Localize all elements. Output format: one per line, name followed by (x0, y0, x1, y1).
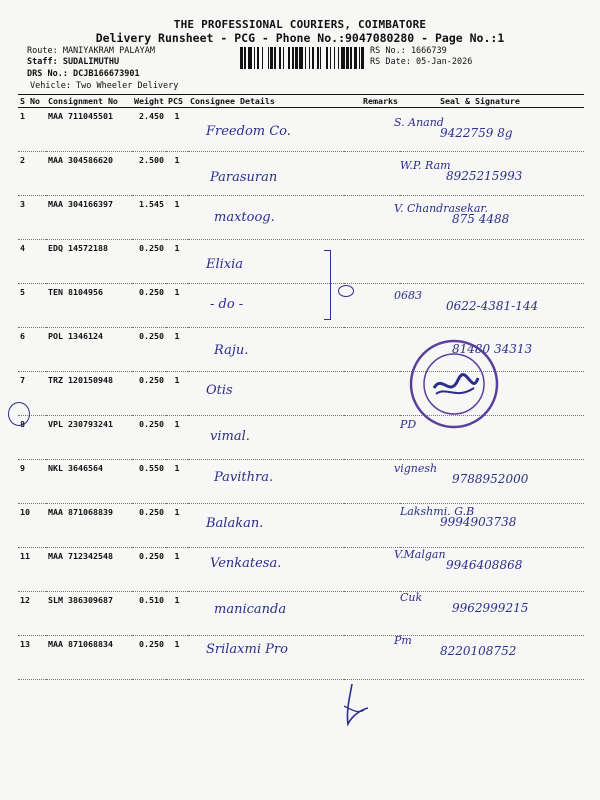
row-weight: 0.250 (132, 328, 166, 372)
row-remarks-cell (344, 592, 400, 636)
row-sno: 2 (18, 152, 46, 196)
consignee-handwriting: maxtoog. (214, 210, 275, 226)
signature-handwriting: vignesh (394, 461, 438, 475)
row-sno: 8 (18, 416, 46, 460)
row-consignee-cell (188, 328, 344, 372)
row-consignment: MAA 871068839 (46, 504, 132, 548)
signature-handwriting: PD (400, 418, 417, 432)
row-remarks-cell (344, 108, 400, 152)
row-remarks-cell (344, 636, 400, 680)
signature-handwriting: V.Malgan (394, 548, 446, 561)
rs-number: RS No.: 1666739 (370, 46, 447, 56)
row-sno: 6 (18, 328, 46, 372)
row-pcs: 1 (166, 196, 188, 240)
route-label: Route: MANIYAKRAM PALAYAM (27, 46, 155, 56)
row-pcs: 1 (166, 152, 188, 196)
row-sno: 4 (18, 240, 46, 284)
row-remarks-cell (344, 152, 400, 196)
row-weight: 2.450 (132, 108, 166, 152)
row-consignment: NKL 3646564 (46, 460, 132, 504)
col-pcs: PCS (166, 95, 188, 108)
row-sno: 3 (18, 196, 46, 240)
row-signature-cell (400, 240, 584, 284)
consignee-handwriting: vimal. (210, 429, 250, 445)
circle-mark (338, 285, 354, 297)
table-header (18, 95, 584, 108)
row-remarks-cell (344, 416, 400, 460)
row-pcs: 1 (166, 460, 188, 504)
row-remarks-cell (344, 504, 400, 548)
row-consignment: MAA 304166397 (46, 196, 132, 240)
row-weight: 0.250 (132, 240, 166, 284)
phone-handwriting: 8220108752 (440, 644, 517, 659)
signature-handwriting: S. Anand (394, 116, 444, 129)
col-remarks: Remarks (344, 95, 400, 108)
phone-handwriting: 8925215993 (446, 169, 523, 184)
consignee-handwriting: Srilaxmi Pro (206, 642, 288, 658)
row-sno: 1 (18, 108, 46, 152)
row-weight: 0.250 (132, 548, 166, 592)
phone-handwriting: 81480 34313 (452, 342, 533, 356)
row-consignment: SLM 386309687 (46, 592, 132, 636)
signature-handwriting: Lakshmi. G.B (400, 504, 475, 518)
row-sno: 11 (18, 548, 46, 592)
phone-handwriting: 9788952000 (452, 471, 529, 486)
row-pcs: 1 (166, 636, 188, 680)
row-consignment: TEN 8104956 (46, 284, 132, 328)
drs-label: DRS No.: DCJB166673901 (27, 69, 140, 79)
consignee-handwriting: Raju. (214, 343, 249, 358)
consignee-handwriting: Balakan. (206, 515, 264, 531)
row-consignment: VPL 230793241 (46, 416, 132, 460)
consignee-handwriting: Otis (206, 383, 233, 399)
phone-handwriting: 9962999215 (452, 601, 529, 616)
vehicle-label: Vehicle: Two Wheeler Delivery (30, 81, 179, 91)
signature-handwriting: V. Chandrasekar. (394, 202, 488, 216)
phone-handwriting: 9994903738 (440, 514, 517, 529)
row-weight: 2.500 (132, 152, 166, 196)
row-weight: 0.250 (132, 372, 166, 416)
row-consignment: MAA 871068834 (46, 636, 132, 680)
row-weight: 0.550 (132, 460, 166, 504)
row-pcs: 1 (166, 284, 188, 328)
row-remarks-cell (344, 196, 400, 240)
row-consignment: EDQ 14572188 (46, 240, 132, 284)
staff-label: Staff: SUDALIMUTHU (27, 57, 120, 67)
row-pcs: 1 (166, 548, 188, 592)
row-pcs: 1 (166, 504, 188, 548)
row-remarks-cell (344, 460, 400, 504)
table-row (18, 240, 584, 284)
consignee-handwriting: Elixia (206, 256, 244, 272)
phone-handwriting: 9946408868 (446, 558, 523, 572)
col-consignment: Consignment No (46, 95, 132, 108)
signature-handwriting: W.P. Ram (400, 159, 451, 173)
bracket-mark (324, 250, 331, 320)
row-remarks-cell (344, 372, 400, 416)
row-sno: 7 (18, 372, 46, 416)
rs-date: RS Date: 05-Jan-2026 (370, 57, 473, 67)
col-signature: Seal & Signature (400, 95, 584, 108)
row-weight: 0.250 (132, 504, 166, 548)
row-remarks-cell (344, 328, 400, 372)
row-sno: 12 (18, 592, 46, 636)
row-pcs: 1 (166, 240, 188, 284)
row-pcs: 1 (166, 108, 188, 152)
row-remarks-cell (344, 548, 400, 592)
checkmark-icon (338, 680, 378, 730)
row-weight: 0.250 (132, 284, 166, 328)
signature-handwriting: 0683 (394, 288, 422, 302)
company-title: THE PROFESSIONAL COURIERS, COIMBATORE (173, 18, 427, 31)
consignee-handwriting: Venkatesa. (210, 556, 282, 571)
row-sno: 10 (18, 504, 46, 548)
row-pcs: 1 (166, 328, 188, 372)
round-seal-stamp (408, 338, 500, 430)
phone-handwriting: 9422759 8g (440, 126, 513, 140)
consignee-handwriting: Pavithra. (214, 469, 274, 485)
row-sno: 13 (18, 636, 46, 680)
row-pcs: 1 (166, 592, 188, 636)
row-consignment: MAA 304586620 (46, 152, 132, 196)
barcode-icon (240, 47, 366, 69)
consignee-handwriting: - do - (210, 296, 244, 312)
row-sno: 5 (18, 284, 46, 328)
row-weight: 0.250 (132, 416, 166, 460)
row-weight: 1.545 (132, 196, 166, 240)
row-pcs: 1 (166, 372, 188, 416)
row-sno: 9 (18, 460, 46, 504)
row-pcs: 1 (166, 416, 188, 460)
col-consignee: Consignee Details (188, 95, 344, 108)
signature-handwriting: Cuk (400, 591, 423, 605)
consignee-handwriting: Parasuran (210, 170, 278, 186)
col-weight: Weight (132, 95, 166, 108)
consignee-handwriting: manicanda (214, 602, 287, 618)
row-weight: 0.510 (132, 592, 166, 636)
consignee-handwriting: Freedom Co. (206, 124, 291, 139)
row-remarks-cell (344, 240, 400, 284)
row-consignment: POL 1346124 (46, 328, 132, 372)
phone-handwriting: 0622-4381-144 (446, 298, 539, 313)
row-consignment: MAA 711045501 (46, 108, 132, 152)
rs-info (370, 46, 472, 68)
phone-handwriting: 875 4488 (452, 212, 510, 227)
signature-handwriting: Pm (394, 634, 412, 648)
row-weight: 0.250 (132, 636, 166, 680)
row-circle-mark (8, 402, 30, 426)
runsheet-subtitle: Delivery Runsheet - PCG - Phone No.:9047080280 - Page No.:1 (95, 31, 505, 45)
row-consignment: MAA 712342548 (46, 548, 132, 592)
col-sno: S No (18, 95, 46, 108)
row-consignment: TRZ 120150948 (46, 372, 132, 416)
